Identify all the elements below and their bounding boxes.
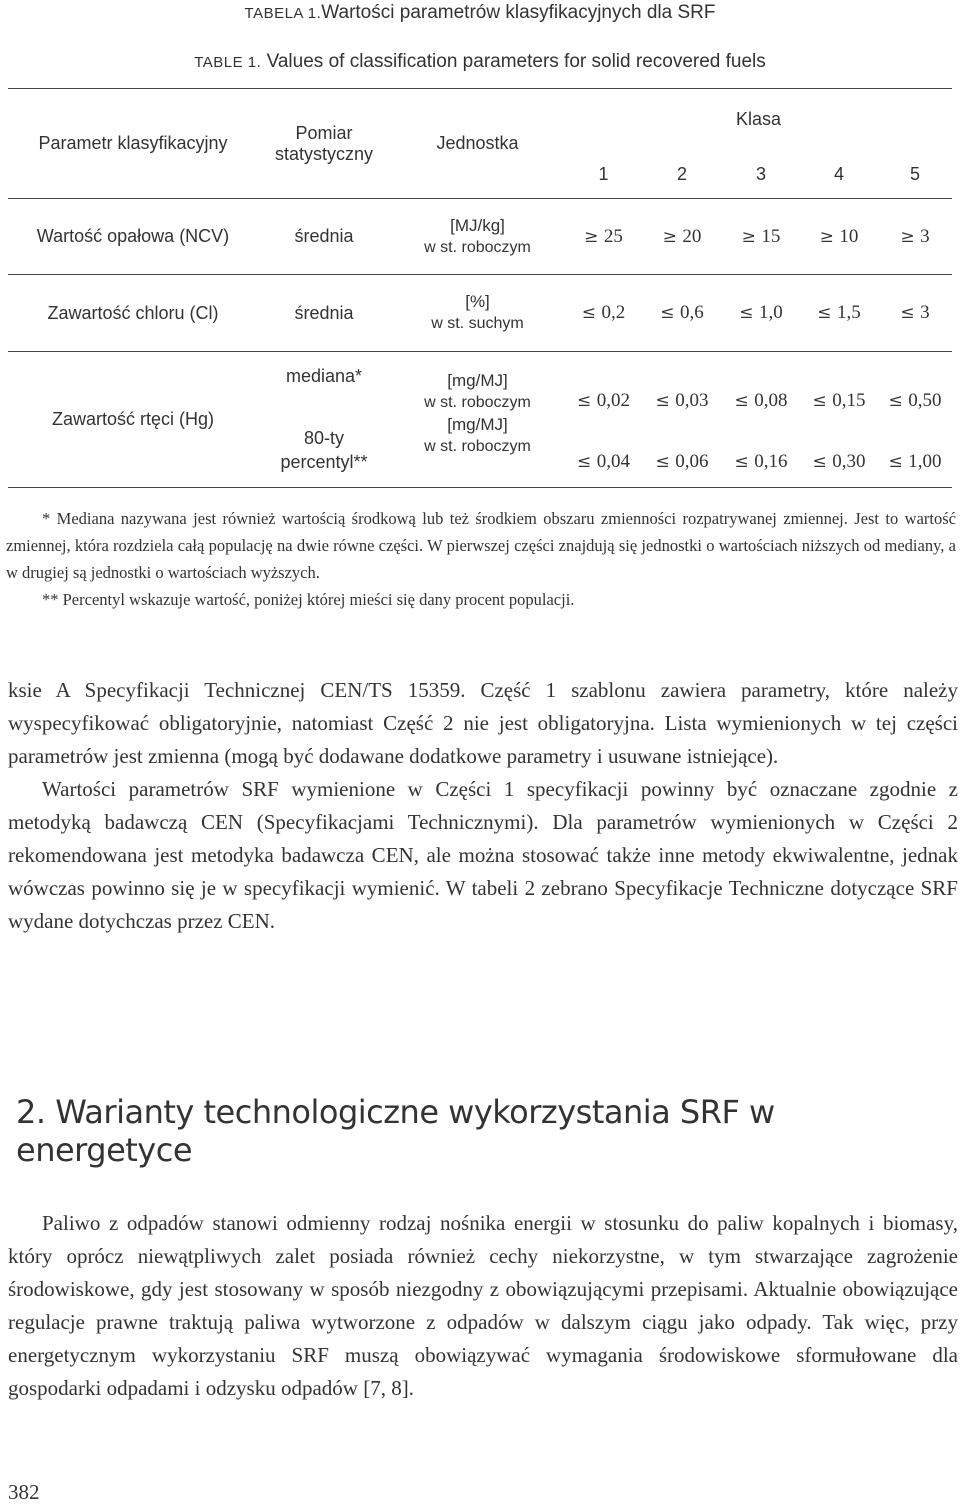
footnote-percentile: ** Percentyl wskazuje wartość, poniżej której mieści się dany procent populacji. bbox=[42, 590, 575, 609]
body-text-block-2 bbox=[8, 1207, 958, 1405]
paragraph: Wartości parametrów SRF wymienione w Części 1 specyfikacji powinny być oznaczane zgodnie z metodyką badawczą CEN (Specyfikacjami Technicznymi). Dla parametrów wymienionych w Części 2 rekomendowana jest metodyka badawcza CEN, ale można stosować także inne metody ekwiwalentne, jednak wówczas powinno się je w specyfikacji wymienić. W tabeli 2 zebrano Specyfikacje Techniczne dotyczące SRF wydane dotychczas przez CEN. bbox=[8, 777, 958, 933]
caption-prefix: TABLE 1. bbox=[194, 54, 262, 71]
cell-class-4: ≥ 10 bbox=[800, 199, 878, 275]
header-class-1: 1 bbox=[598, 163, 609, 184]
measure-line2: percentyl** bbox=[280, 452, 368, 473]
header-class-3: 3 bbox=[755, 163, 766, 184]
table-caption-english bbox=[0, 51, 960, 73]
header-unit: Jednostka bbox=[436, 133, 519, 153]
cell-class-4: ≤ 1,5 bbox=[800, 275, 878, 352]
cell-param: Zawartość rtęci (Hg) bbox=[51, 409, 215, 429]
cell-unit bbox=[390, 275, 565, 352]
cell-param: Zawartość chloru (Cl) bbox=[47, 302, 219, 323]
cell-class-3: ≤ 0,08 bbox=[722, 352, 800, 414]
cell-measure: średnia bbox=[294, 226, 354, 246]
footnote-median: * Mediana nazywana jest również wartością środkową lub też środkiem obszaru zmienności rozpatrywanej zmiennej. Jest to wartość zmiennej, która rozdziela całą populację na dwie równe części. W pierwszej części znajdują się jednostki o wartościach niższych od mediany, a w drugiej są jednostki o wartościach wyższych. bbox=[6, 509, 956, 582]
cell-class-1: ≤ 0,02 bbox=[565, 352, 642, 414]
header-measure bbox=[258, 89, 390, 199]
measure-line1: 80-ty bbox=[303, 428, 345, 449]
cell-class-3: ≥ 15 bbox=[722, 199, 800, 275]
cell-class-3: ≤ 0,16 bbox=[722, 414, 800, 488]
header-class-4: 4 bbox=[833, 163, 844, 184]
cell-class-5: ≤ 3 bbox=[878, 275, 952, 352]
paragraph: ksie A Specyfikacji Technicznej CEN/TS 15359. Część 1 szablonu zawiera parametry, które należy wyspecyfikować obligatoryjnie, natomiast Część 2 nie jest obligatoryjna. Lista wymienionych w tej części parametrów jest zmienna (mogą być dodawane dodatkowe parametry i usuwane istniejące). bbox=[8, 678, 958, 768]
cell-class-5: ≤ 1,00 bbox=[878, 414, 952, 488]
section-heading: 2. Warianty technologiczne wykorzystania SRF w energetyce bbox=[16, 1093, 775, 1169]
unit-line2: w st. roboczym bbox=[424, 238, 531, 256]
paragraph: Paliwo z odpadów stanowi odmienny rodzaj nośnika energii w stosunku do paliw kopalnych i biomasy, który oprócz niewątpliwych zalet posiada również cechy niekorzystne, w tym stwarzające zagrożenie środowiskowe, gdy jest stosowany w sposób niezgodny z obowiązującymi przepisami. Aktualnie obowiązujące regulacje prawne traktują paliwa wytworzone z odpadów w dalszym ciągu jako odpady. Tak więc, przy energetycznym wykorzystaniu SRF muszą obowiązywać wymagania środowiskowe sformułowane dla gospodarki odpadami i odzysku odpadów [7, 8]. bbox=[8, 1211, 958, 1400]
cell-class-2: ≥ 20 bbox=[642, 199, 722, 275]
table-row-ncv bbox=[8, 199, 952, 275]
cell-measure: średnia bbox=[294, 302, 354, 323]
cell-class-2: ≤ 0,03 bbox=[642, 352, 722, 414]
cell-class-3: ≤ 1,0 bbox=[722, 275, 800, 352]
cell-class-5: ≤ 0,50 bbox=[878, 352, 952, 414]
header-class-5: 5 bbox=[909, 163, 920, 184]
table-row-chlorine bbox=[8, 275, 952, 352]
cell-class-2: ≤ 0,06 bbox=[642, 414, 722, 488]
unit-line2: w st. suchym bbox=[431, 315, 524, 332]
table-footnotes bbox=[6, 505, 956, 613]
cell-class-1: ≤ 0,2 bbox=[565, 275, 642, 352]
cell-class-1: ≤ 0,04 bbox=[565, 414, 642, 488]
header-class-2: 2 bbox=[676, 163, 687, 184]
caption-text: Wartości parametrów klasyfikacyjnych dla SRF bbox=[321, 2, 716, 23]
caption-text: Values of classification parameters for solid recovered fuels bbox=[261, 51, 766, 72]
classification-table bbox=[8, 88, 952, 488]
cell-class-4: ≤ 0,30 bbox=[800, 414, 878, 488]
body-text-block-1 bbox=[8, 674, 958, 938]
page-number: 382 bbox=[8, 1480, 40, 1504]
unit-line2: w st. roboczym bbox=[424, 437, 531, 455]
unit-line1: [%] bbox=[465, 292, 490, 311]
cell-class-2: ≤ 0,6 bbox=[642, 275, 722, 352]
header-param: Parametr klasyfikacyjny bbox=[38, 133, 228, 153]
cell-measure-percentile bbox=[258, 414, 390, 488]
unit-line1: [mg/MJ] bbox=[447, 414, 508, 434]
table-row-mercury-median bbox=[8, 352, 952, 414]
caption-prefix: TABELA 1. bbox=[244, 5, 322, 22]
cell-unit bbox=[390, 199, 565, 275]
cell-class-5: ≥ 3 bbox=[878, 199, 952, 275]
header-measure-line1: Pomiar bbox=[295, 122, 353, 143]
cell-class-4: ≤ 0,15 bbox=[800, 352, 878, 414]
unit-line2: w st. roboczym bbox=[424, 393, 531, 411]
unit-line1: [mg/MJ] bbox=[447, 370, 508, 390]
header-klasa: Klasa bbox=[735, 109, 782, 130]
header-measure-line2: statystyczny bbox=[274, 143, 374, 164]
table-caption-polish bbox=[0, 2, 960, 24]
cell-measure-median: mediana* bbox=[285, 366, 363, 386]
unit-line1: [MJ/kg] bbox=[450, 215, 505, 235]
cell-unit-percentile bbox=[390, 414, 565, 488]
cell-param: Wartość opałowa (NCV) bbox=[36, 226, 230, 246]
cell-class-1: ≥ 25 bbox=[565, 199, 642, 275]
cell-unit-median bbox=[390, 352, 565, 414]
